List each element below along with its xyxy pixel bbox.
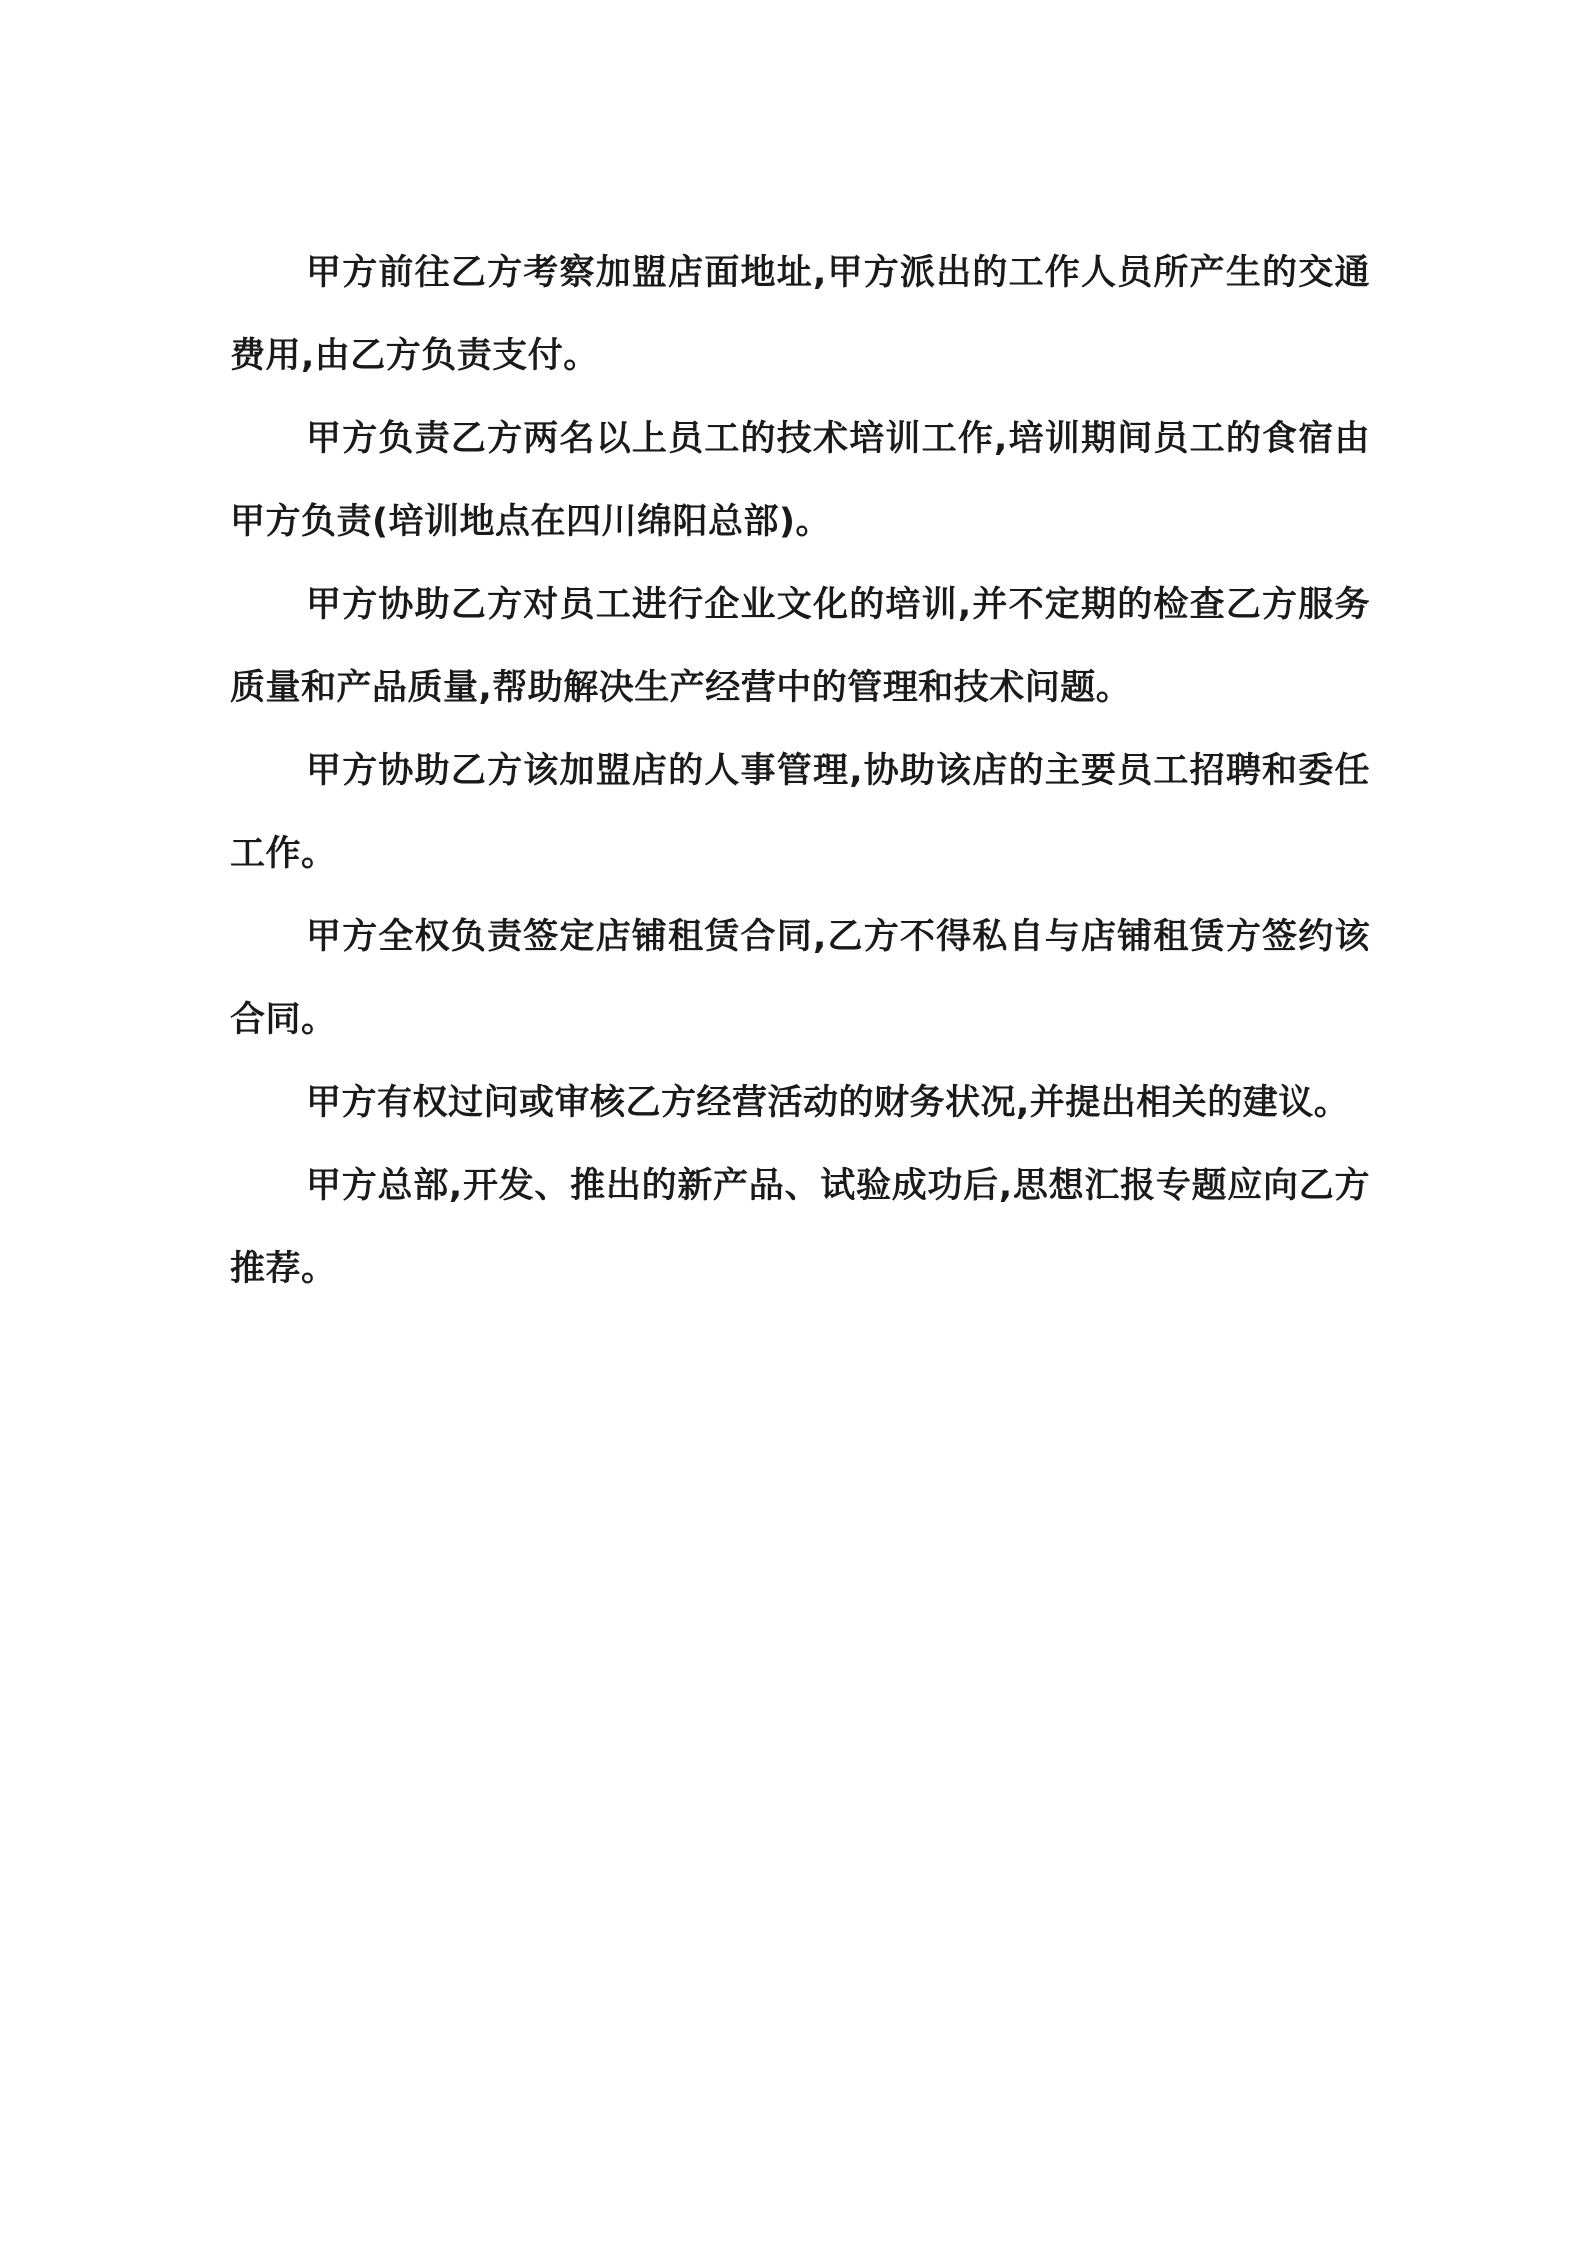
paragraph-7: 甲方总部,开发、推出的新产品、试验成功后,思想汇报专题应向乙方推荐。: [230, 1166, 1370, 1289]
paragraph-6: 甲方有权过问或审核乙方经营活动的财务状况,并提出相关的建议。: [306, 1083, 1350, 1123]
paragraph-5: 甲方全权负责签定店铺租赁合同,乙方不得私自与店铺租赁方签约该合同。: [230, 917, 1370, 1040]
paragraph-4: 甲方协助乙方该加盟店的人事管理,协助该店的主要员工招聘和委任工作。: [230, 751, 1370, 874]
paragraph-1: 甲方前往乙方考察加盟店面地址,甲方派出的工作人员所产生的交通费用,由乙方负责支付。: [230, 253, 1370, 376]
document-body: [230, 232, 1370, 1311]
paragraph-3: 甲方协助乙方对员工进行企业文化的培训,并不定期的检查乙方服务质量和产品质量,帮助解决生产经营中的管理和技术问题。: [230, 585, 1370, 708]
paragraph-2: 甲方负责乙方两名以上员工的技术培训工作,培训期间员工的食宿由甲方负责(培训地点在四川绵阳总部)。: [230, 419, 1370, 542]
